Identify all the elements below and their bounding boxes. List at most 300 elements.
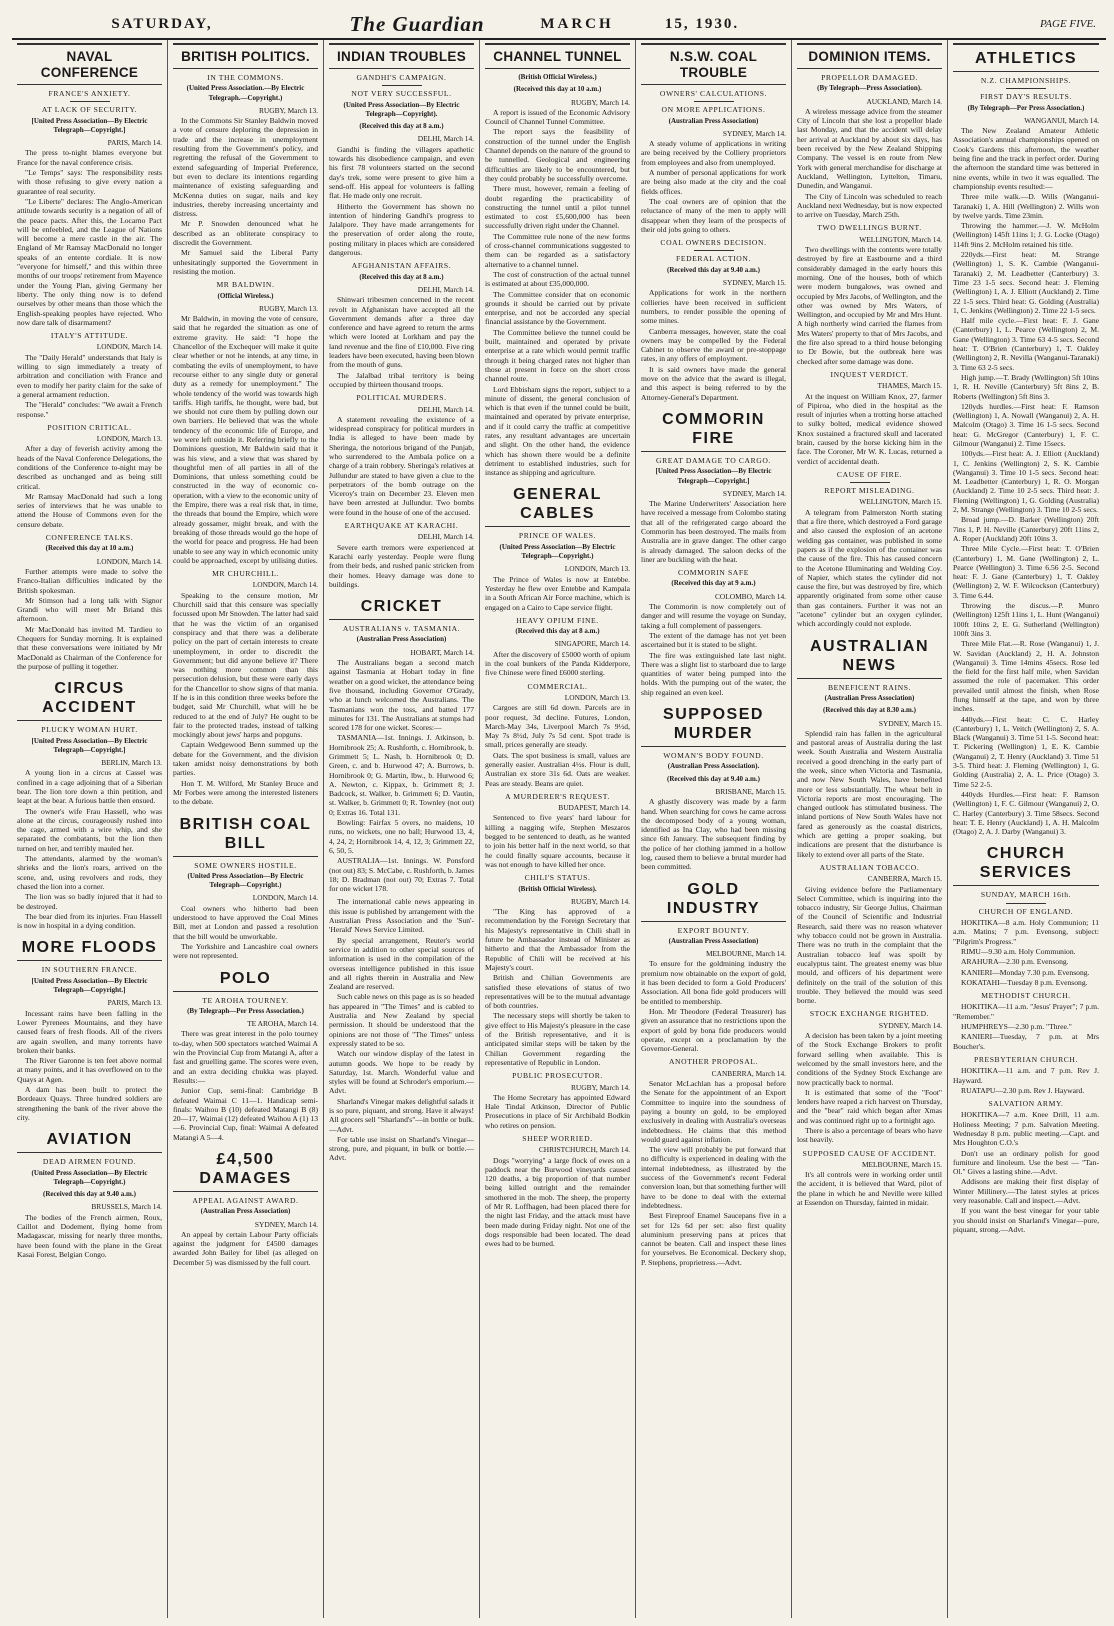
- story-paragraph: The Prince of Wales is now at Entebbe. Yesterday he flew over Entebbe and Kampala in a South African Air Force machine, which is engaged on a Cairo to Cape service flight.: [485, 574, 630, 612]
- story-body: [329, 658, 474, 893]
- news-story: [797, 863, 942, 1005]
- story-paragraph: The Committee believe the tunnel could be built, maintained and operated by private enterprise at a rate which would permit traffic through it being charged rates not higher than those at present in force on the short cross channel route.: [485, 327, 630, 384]
- story-body: [797, 508, 942, 629]
- story-credit: (Received this day at 9.40 a.m.): [667, 265, 760, 274]
- story-body: [953, 918, 1099, 987]
- story-subheading: HEAVY OPIUM FINE.: [516, 615, 599, 625]
- story-paragraph: Severe earth tremors were experienced at Karachi early yesterday. People were flung from their beds, and rushed panic stricken from their homes. Heavy damage was done to buildings.: [329, 542, 474, 589]
- masthead-day: SATURDAY,: [111, 15, 213, 32]
- story-credit: (Received this day at 8 a.m.): [515, 627, 600, 636]
- story-subheading: CONFERENCE TALKS.: [45, 533, 134, 543]
- story-paragraph: Applications for work in the northern collieries have been received in sufficient numbers, to render possible the opening of some mines.: [641, 288, 786, 326]
- story-paragraph: Mr Stimson had a long talk with Signor Grandi who will meet Mr Briand this afternoon.: [17, 595, 162, 624]
- story-credit: (Australian Press Association): [668, 116, 759, 125]
- story-paragraph: Hon T. M. Wilford, Mr Stanley Bruce and Mr Forbes were among the interested listeners to the debate.: [173, 778, 318, 807]
- news-story: [641, 43, 786, 234]
- story-paragraph: If you want the best vinegar for your table you should insist on Sharland's Vinegar—pure, piquant, strong.—Advt.: [953, 1206, 1099, 1234]
- story-paragraph: Junior Cup, semi-final: Cambridge B defeated Waimai C 11—1. Handicap semi-finals: Waihou B (10) defeated Matangi B (8) 20—17, Waimai (12) defeated Waihou A (1) 13—6. Provincial Cup, final: Waimai A defeated Matangi A 5—4.: [173, 1086, 318, 1142]
- story-subheading: AUSTRALIANS v. TASMANIA.: [342, 624, 461, 634]
- story-body: [797, 107, 942, 220]
- story-body: [641, 602, 786, 697]
- story-credit: (United Press Association—By Electric Telegraph—Copyright).: [343, 100, 460, 118]
- story-paragraph: 440yds.—First heat: C. C. Harley (Canterbury) 1, L. Veitch (Wellington) 2, S. A. Black (Wanganui) 3. Time 51 1-5. Second heat: T. Pickering (Wellington) 1, E. K. Cambie (Wanganui) 2, T. Henry (Auckland) 3. Time 51 3-5. Third heat: J. Fleming (Wellington) 1, G. Golding (Australia) 2, A. L. Price (Otago) 3. Time 52 2-5.: [953, 714, 1099, 789]
- story-credit: (Received this day at 10 a.m.): [45, 544, 134, 553]
- news-story: [17, 331, 162, 419]
- story-body: [173, 116, 318, 276]
- story-received-note: (Received this day at 8.30 a.m.): [823, 706, 916, 715]
- story-dateline: BRUSSELS, March 14.: [91, 1202, 162, 1212]
- story-paragraph: The necessary steps will shortly be taken to give effect to His Majesty's pleasure in the case of the British representative, and it is anticipated similar steps will be taken by the Chilian Government regarding the representative of Republic in London.: [485, 1011, 630, 1067]
- story-subheading-secondary: REPORT MISLEADING.: [824, 486, 915, 496]
- story-body: [485, 703, 630, 788]
- news-story: [173, 280, 318, 565]
- story-paragraph: Best Fireproof Enamel Saucepans five in a set for 12s 6d per set: also first quality aluminium preserving pans at prices that cannot be beaten. Call and inspect these lines for yourselves. Be Economical. Deckery shop, P. Stephens, proprietress.—Advt.: [641, 1211, 786, 1267]
- story-paragraph: At the inquest on William Knox, 27, farmer of Pipiroa, who died in the hospital as the result of injuries when a trotting horse attached to sulky bolted, medical evidence showed Knox sustained a fractured skull and lacerated brain, caused by the horse kicking him in the face. The Coroner, Mr W. K. Lucas, returned a verdict of accidental death.: [797, 391, 942, 466]
- story-credit: (Australian Press Association): [668, 936, 759, 945]
- story-paragraph: Three Mile Flat.—R. Rose (Wanganui) 1, J. W. Savidan (Auckland) 2, H. A. Johnston (Wanganui) 3. Time 14mins 45secs. Rose led the field for the first half mile, when Savidan assumed the role of pacemaker. This order prevailed until almost the finish, when Rose flung himself at the tape, and won by three inches.: [953, 639, 1099, 714]
- story-paragraph: It's all controls were in working order until the accident, it is believed that Ward, pilot of the plane in which he and Neville were killed at Essendon on Thursday, fainted in midair.: [797, 1170, 942, 1208]
- story-body: [329, 145, 474, 258]
- story-body: [641, 1079, 786, 1267]
- news-story: [17, 934, 162, 1122]
- story-paragraph: The River Garonne is ten feet above normal at many points, and it has overflowed on to the Quays at Agen.: [17, 1056, 162, 1084]
- news-story: [485, 682, 630, 788]
- story-dateline: WELLINGTON, March 15.: [859, 497, 942, 507]
- story-headline: CHURCH SERVICES: [953, 840, 1099, 886]
- story-body: [485, 907, 630, 1067]
- column-grid: [12, 40, 1106, 1618]
- story-paragraph: Gandhi is finding the villagers apathetic towards his disobedience campaign, and even his first 78 volunteers started on the second day's trek, some were present to give him a send-off. His appeal for volunteers is falling flat. He made only one recruit.: [329, 144, 474, 201]
- story-paragraph: Watch our window display of the latest in autumn goods. We hope to be ready by Saturday, 1st. March. Wonderful value and styles will be found at Schroder's emporium.—Advt.: [329, 1049, 474, 1096]
- story-body: [485, 1156, 630, 1249]
- story-paragraph: The bodies of the French airmen, Roux, Caillot and Dodement, flying home from Madagascar, missing for nearly three months, have been found with the plane in the Great Kasai Forest, Belgian Congo.: [17, 1212, 162, 1259]
- story-headline: ATHLETICS: [953, 43, 1099, 72]
- story-paragraph: The "Daily Herald" understands that Italy is willing to sign immediately a treaty of arbitration and conciliation with France and even to modify her parity claim for the sake of a general armament reduction.: [17, 352, 162, 399]
- story-subheading: AFGHANISTAN AFFAIRS.: [351, 261, 452, 271]
- story-dateline: HOBART, March 14.: [410, 647, 474, 657]
- story-subheading: FRANCE'S ANXIETY.: [48, 89, 131, 98]
- story-credit: [United Press Association—By Electric Telegraph—Copyright.]: [31, 116, 148, 134]
- story-paragraph: High jump.—T. Brady (Wellington) 5ft 10ins 1, R. H. Neville (Canterbury) 5ft 8ins 2, B. Roberts (Wellington) 5ft 8ins 3.: [953, 372, 1099, 401]
- story-body: [173, 314, 318, 565]
- news-story: [17, 533, 162, 671]
- story-headline: GOLD INDUSTRY: [641, 876, 786, 922]
- news-column-5: [636, 40, 792, 1618]
- news-story: [953, 1055, 1099, 1095]
- story-paragraph: 220yds.—First heat: M. Strange (Wellington) 1, S. K. Cambie (Wanganui-Taranaki) 2, M. Leadbetter (Canterbury) 3. Time 23 1-5 secs. Second heat: J. Fleming (Wellington) 1, A. J. Elliott (Auckland) 2. Time 22 1-5 secs. Third heat: G. Golding (Australia) 1, C. Jenkins (Wellington) 2. Time 22 1-5 secs.: [953, 250, 1099, 315]
- story-headline: COMMORIN FIRE: [641, 406, 786, 452]
- story-paragraph: HOKITIKA—8 a.m. Holy Communion; 11 a.m. Matins; 7 p.m. Evensong, subject: "Pilgrim's Progress.": [953, 918, 1099, 946]
- story-paragraph: Such cable news on this page as is so headed has appeared in "The Times" and is cabled to Australia and New Zealand by special permission. It should be understood that the opinions are not those of "The Times" unless expressly stated to be so.: [329, 992, 474, 1048]
- story-dateline: SYDNEY, March 14.: [254, 1219, 318, 1229]
- story-paragraph: Canberra messages, however, state the coal owners may be compelled by the Federal Cabinet to observe the award or pre-stoppage rates, in any offers of employment.: [641, 326, 786, 364]
- story-paragraph: KANIERI—Monday 7.30 p.m. Evensong.: [961, 967, 1090, 977]
- story-paragraph: The "Herald" concludes: "We await a French response.": [17, 400, 162, 419]
- story-subheading: SHEEP WORRIED.: [522, 1133, 593, 1143]
- story-received-note: (Received this day at 9.40 a.m.): [43, 1190, 136, 1199]
- story-body: [641, 288, 786, 402]
- story-credit: [United Press Association—By Electric Telegraph—Copyright.]: [31, 736, 148, 754]
- story-paragraph: Lord Ebbisham signs the report, subject to a minute of dissent, the general conclusion of which is that even if the tunnel could be built, maintained and operated by private enterprise, and if it could carry the traffic at competitive rates, any resultant advantages are uncertain and slight. On the other hand, the evidence which has shown there would be a definite detriment to established industries, such for instance as shipping and agriculture.: [485, 384, 630, 478]
- story-body: [173, 904, 318, 961]
- story-paragraph: Giving evidence before the Parliamentary Select Committee, which is inquiring into the tobacco industry, Sir George Julius, Chairman of the Council of Scientific and Industrial Research, said there was no reason whatever why tobacco could not be grown in Australia. There was no truth in the complaint that the Australian tobacco leaf was spoilt by eucalyptus taint. The greatest enemy was blue mould, and officers of his department were definitely on the trail of the solution of this trouble. They believed the mould was seed borne.: [797, 884, 942, 1006]
- news-story: [329, 43, 474, 257]
- news-story: [329, 897, 474, 1162]
- story-subheading: PROPELLOR DAMAGED.: [821, 73, 918, 82]
- story-dateline: BUDAPEST, March 14.: [558, 803, 630, 813]
- story-paragraph: Mr Ramsay MacDonald had such a long series of interviews that he was unable to attend the House of Commons even for the censure debate.: [17, 491, 162, 529]
- story-paragraph: The Home Secretary has appointed Edward Hale Tindal Atkinson, Director of Public Prosecutions in place of Sir Archibald Bodkin who retires on pension.: [485, 1092, 630, 1130]
- story-paragraph: It is estimated that some of the "Foot" lenders have reaped a rich harvest on Thursday, and the "bear" raid which began after Xmas and was continued right up to a fortnight ago.: [797, 1087, 942, 1125]
- story-dateline: SYDNEY, March 15.: [878, 718, 942, 728]
- story-body: [17, 148, 162, 327]
- story-paragraph: RUATAPU—2.30 p.m. Rev J. Hayward.: [961, 1085, 1085, 1095]
- story-subheading: PLUCKY WOMAN HURT.: [41, 725, 138, 735]
- story-credit: [United Press Association—By Electric Telegraph—Copyright.]: [31, 976, 148, 995]
- story-subheading-secondary: FEDERAL ACTION.: [676, 254, 751, 264]
- news-story: [485, 873, 630, 1067]
- story-paragraph: The Jalalbad tribal territory is being occupied by thirteen thousand troops.: [329, 370, 474, 389]
- story-subheading-secondary: AT LACK OF SECURITY.: [41, 105, 138, 115]
- story-subheading: EARTHQUAKE AT KARACHI.: [344, 521, 459, 531]
- story-body: [797, 245, 942, 366]
- story-body: [173, 1230, 318, 1267]
- story-paragraph: HUMPHREYS—2.30 p.m. "Three.": [961, 1022, 1072, 1032]
- story-paragraph: An appeal by certain Labour Party officials against the judgment for £4500 damages awarded John Bailey for libel (as alleged on December 5) was dismissed by the full court.: [173, 1229, 318, 1267]
- story-paragraph: By special arrangement, Reuter's world service in addition to other special sources of information is used in the compilation of the overseas intelligence published in this issue and all rights therein in Australia and New Zealand are reserved.: [329, 935, 474, 992]
- news-story: [797, 1149, 942, 1208]
- story-credit: (United Press Association—By Electric Telegraph—Copyright.): [499, 542, 616, 561]
- story-body: [17, 1009, 162, 1123]
- story-body: [329, 295, 474, 389]
- story-dateline: MELBOURNE, March 15.: [861, 1159, 942, 1169]
- story-paragraph: 120yds hurdles.—First heat: F. Ramson (Wellington) 1, A. Nowall (Wanganui) 2, A. H. Malcolm (Otago) 3. Time 16 1-5 secs. Second heat: G. McGregor (Canterbury) 1, F. C. Gilmour (Wanganui) 2. Time 15secs.: [953, 401, 1099, 448]
- story-body: [641, 797, 786, 871]
- story-dateline: LONDON, March 13.: [564, 692, 630, 702]
- story-paragraph: Sharland's Vinegar makes delightful salads it is so pure, piquant, and strong. Have it always! All grocers sell "Sharland's"—in bottle or bulk.—Advt.: [329, 1096, 474, 1134]
- news-story: [641, 406, 786, 564]
- story-body: [797, 392, 942, 466]
- story-credit: (British Official Wireless.): [518, 73, 597, 81]
- news-column-2: [168, 40, 324, 1618]
- story-body: [953, 126, 1099, 836]
- divider: [850, 482, 890, 483]
- story-dateline: RUGBY, March 14.: [571, 1082, 630, 1092]
- story-credit: (By Telegraph—Per Press Association.): [187, 1006, 304, 1015]
- story-subheading: SUPPOSED CAUSE OF ACCIDENT.: [802, 1148, 937, 1158]
- masthead: [12, 10, 1106, 40]
- story-paragraph: The fire was extinguished late last night. There was a slight list to starboard due to large quantities of water being pumped into the holds. With the pumping out of the water, the ship regained an even keel.: [641, 650, 786, 697]
- story-subheading: TE AROHA TOURNEY.: [202, 995, 289, 1005]
- story-credit: (Australian Press Association): [824, 693, 915, 702]
- news-story: [797, 223, 942, 365]
- story-subheading: STOCK EXCHANGE RIGHTED.: [809, 1009, 930, 1019]
- story-subheading: COMMORIN SAFE: [678, 568, 749, 578]
- story-credit: (Australian Press Association): [200, 1207, 291, 1216]
- story-body: [797, 729, 942, 859]
- story-paragraph: Sentenced to five years' hard labour for killing a nagging wife, Stephen Meszaros begged to be sentenced to death, as he wanted to join his better half in the next world, so that he could finally square accounts, because it was not enough to have killed her once.: [485, 813, 630, 869]
- story-subheading: TWO DWELLINGS BURNT.: [817, 223, 922, 233]
- story-subheading: POSITION CRITICAL.: [47, 422, 132, 432]
- news-story: [641, 238, 786, 402]
- story-paragraph: There is also a percentage of bears who have lost heavily.: [797, 1125, 942, 1145]
- story-dateline: BRISBANE, March 15.: [715, 786, 786, 796]
- story-headline: £4,500 DAMAGES: [173, 1146, 318, 1192]
- divider: [1006, 903, 1046, 904]
- news-column-7: [948, 40, 1104, 1618]
- story-dateline: SYDNEY, March 14.: [722, 128, 786, 138]
- news-story: [953, 991, 1099, 1051]
- story-paragraph: After the discovery of £5000 worth of opium in the coal bunkers of the Panda Kidderpore, five Chinese were fined £6000 sterling.: [485, 649, 630, 678]
- story-dateline: CANBERRA, March 15.: [867, 874, 942, 884]
- story-paragraph: A report is issued of the Economic Advisory Council of Channel Tunnel Committee.: [485, 107, 630, 127]
- news-story: [485, 481, 630, 611]
- story-paragraph: "The King has approved of a recommendation by the Foreign Secretary that his Majesty's representative in Chili shall in future be Ambassador instead of Minister as hitherto and that the Ambassador from the Republic of Chili will be received at his Majesty's court.: [485, 907, 630, 972]
- story-dateline: DELHI, March 14.: [417, 284, 474, 294]
- news-story: [797, 633, 942, 859]
- news-column-3: [324, 40, 480, 1618]
- story-paragraph: KOKATAHI—Tuesday 8 p.m. Evensong.: [961, 977, 1088, 987]
- story-headline: MORE FLOODS: [17, 934, 162, 961]
- story-subheading: METHODIST CHURCH.: [981, 991, 1071, 1001]
- story-paragraph: The New Zealand Amateur Athletic Association's annual championships opened on Cook's Gardens this afternoon, the weather being fine and the track in perfect order. During the afternoon the standard time was bettered in nine events, while in two it was equalled. The championship events resulted:—: [953, 126, 1099, 191]
- news-story: [173, 965, 318, 1142]
- story-paragraph: The Committee consider that on economic grounds it should be carried out by private enterprise, and not be accorded any special financial assistance by the Government.: [485, 289, 630, 327]
- story-subheading: PRINCE OF WALES.: [518, 531, 597, 541]
- story-subheading: BENEFICENT RAINS.: [827, 682, 912, 692]
- news-column-1: [12, 40, 168, 1618]
- news-story: [485, 43, 630, 477]
- story-received-note: (Received this day at 9.40 a.m.): [667, 774, 760, 783]
- divider: [382, 85, 422, 86]
- news-story: [329, 593, 474, 893]
- story-body: [953, 1066, 1099, 1095]
- story-paragraph: To ensure for the goldmining industry the premium now obtainable on the export of gold, it has been decided to form a Gold Producers' Association. All bona fide gold producers will be entitled to membership.: [641, 959, 786, 1006]
- story-paragraph: Hitherto the Government has shown no intention of hindering Gandhi's progress to Jalalpore. They have made arrangements for the preservation of order along the route, posting military in places which are considered dangerous.: [329, 201, 474, 258]
- story-paragraph: The extent of the damage has not yet been ascertained but it is stated to be slight.: [641, 630, 786, 650]
- story-headline: DOMINION ITEMS.: [797, 43, 942, 69]
- story-dateline: DELHI, March 14.: [417, 134, 474, 144]
- story-dateline: LONDON, March 13.: [564, 564, 630, 574]
- divider: [1006, 88, 1046, 89]
- story-dateline: AUCKLAND, March 14.: [866, 96, 942, 106]
- masthead-title: The Guardian: [349, 11, 485, 36]
- news-story: [173, 811, 318, 961]
- story-body: [329, 415, 474, 517]
- story-headline: BRITISH POLITICS.: [173, 43, 318, 69]
- story-dateline: RUGBY, March 13.: [259, 303, 318, 313]
- story-subheading: PUBLIC PROSECUTOR.: [512, 1071, 603, 1081]
- story-paragraph: Cargoes are still 6d down. Parcels are in poor request, 3d decline. Futures, London, March-May 34s, Liverpool March 7s 9½d, May 7s 8½d, July 7s 5d cent. Spot trade is small, prices generally are steady.: [485, 703, 630, 750]
- news-story: [641, 568, 786, 697]
- story-paragraph: Coal owners who hitherto had been understood to have approved the Coal Mines Bill, met at London and passed a resolution that the bill would be unworkable.: [173, 903, 318, 941]
- story-subheading-secondary: NOT VERY SUCCESSFUL.: [351, 89, 452, 99]
- story-paragraph: A steady volume of applications in writing are being received by the Colliery proprietors from employees and also from unemployed.: [641, 139, 786, 167]
- story-body: [797, 1031, 942, 1145]
- story-subheading: N.Z. CHAMPIONSHIPS.: [980, 76, 1072, 85]
- story-body: [797, 885, 942, 1006]
- story-subheading: COMMERCIAL.: [527, 681, 588, 691]
- story-dateline: LONDON, March 14.: [252, 580, 318, 590]
- story-headline: N.S.W. COAL TROUBLE: [641, 43, 786, 85]
- story-paragraph: Mr MacDonald has invited M. Tardieu to Chequers for Sunday morning. It is explained that these conversations were initiated by Mr MacDonald as Chairman of the Conference for the purpose of pulling it together.: [17, 624, 162, 671]
- story-credit: (By Telegraph—Per Press Association.): [967, 103, 1085, 112]
- story-paragraph: Throwing the hammer.—J. W. McHolm (Wellington) 145ft 11ins 1; J. G. Locke (Otago) 114ft 9ins 2. McHolm retained his title.: [953, 221, 1099, 249]
- story-subheading: WOMAN'S BODY FOUND.: [663, 751, 764, 761]
- story-subheading-secondary: CHURCH OF ENGLAND.: [978, 906, 1074, 916]
- story-body: [17, 567, 162, 671]
- story-dateline: LONDON, March 14.: [252, 893, 318, 903]
- story-credit: (United Press Association—By Electric Telegraph—Copyright.): [31, 1168, 148, 1186]
- story-paragraph: The attendants, alarmed by the woman's shrieks and the lion's roars, arrived on the scene, and, using revolvers and rods, they chased the lion into a corner.: [17, 854, 162, 891]
- story-paragraph: Shinwari tribesmen concerned in the recent revolt in Afghanistan have accepted all the Government demands after a three day conference and have agreed to return the arms which were looted at Lorkham and pay the land revenue and the fine of £10,000. Five ring leaders have been executed, having been blown from the mouth of guns.: [329, 295, 474, 370]
- story-subheading: ITALY'S ATTITUDE.: [50, 331, 129, 341]
- story-body: [17, 768, 162, 930]
- story-paragraph: After a day of feverish activity among the heads of the Naval Conference Delegations, the conditions of the Conference to-night may be described as unchanged and as being still critical.: [17, 444, 162, 491]
- story-paragraph: A decision has been taken by a joint meeting of the Stock Exchange Brokers to profit forward selling when available. This is welcomed by the small investors here, and the conditions of the Sydney Stock Exchange are now practically back to normal.: [797, 1031, 942, 1087]
- story-paragraph: The City of Lincoln was scheduled to reach Auckland next Wednesday, but is now expected to arrive on Tuesday, March 25th.: [797, 191, 942, 220]
- news-story: [641, 1057, 786, 1267]
- story-paragraph: Speaking to the censure motion, Mr Churchill said that this censure was specially focussed upon Mr Snowden. The latter had said that he was the victim of an organised conspiracy and that there was a deliberate policy on the part of certain interests to create unemployment, in order to discredit the Government; but did anyone believe it? There was nothing more common than this persecution delusion, but these were early days for the Chancellor to show signs of that mania. If he is in this condition three weeks before the budget, said Mr Churchill, what will he be reduced to at the end of July? He ought to be fair to the protected trades, instead of talking mockingly about jews' harps and popguns.: [173, 590, 318, 740]
- story-body: [797, 1170, 942, 1207]
- story-paragraph: HOKITIKA—11 a.m. "Jesus' Prayer"; 7 p.m. "Remember.": [953, 1002, 1099, 1021]
- story-paragraph: Splendid rain has fallen in the agricultural and pastoral areas of Australia during the last week. South Australia and Western Australia received a good drenching in the early part of the week, since when Victoria and Tasmania, and now New South Wales, have benefited more or less substantially. The wheat belt in Victoria reports are most encouraging. The changed outlook has stimulated business. The inland portions of New South Wales have not fared as generously as the coastal districts, which are getting a proper soaking, but indications are present that the disturbance is likely to extend over all parts of the State.: [797, 728, 942, 859]
- story-paragraph: Incessant rains have been falling in the Lower Pyrenees Mountains, and they have caused fears of fresh floods. All of the rivers are again swollen, and many torrents have broken their banks.: [17, 1008, 162, 1055]
- story-body: [17, 1213, 162, 1259]
- story-paragraph: Broad jump.—D. Barker (Wellington) 20ft 7ins 1, P. H. Neville (Canterbury) 20ft 11ins 2, A. Roper (Auckland) 20ft 10ins 3.: [953, 515, 1099, 543]
- story-paragraph: Captain Wedgewood Benn summed up the debate for the Government, and the division taken amidst noisy demonstrations by both parties.: [173, 740, 318, 778]
- story-body: [173, 591, 318, 807]
- news-story: [797, 43, 942, 219]
- story-dateline: LONDON, March 14.: [96, 342, 162, 352]
- story-dateline: BERLIN, March 13.: [101, 758, 162, 768]
- story-paragraph: A number of personal applications for work are being also made at the city and the coal fields offices.: [641, 168, 786, 196]
- story-subheading: OWNERS' CALCULATIONS.: [659, 89, 768, 98]
- story-paragraph: "Le Temps" says: The responsibility rests with those refusing to give every nation a guarantee of real security.: [17, 168, 162, 196]
- story-body: [953, 1110, 1099, 1234]
- page-number: PAGE FIVE.: [1039, 18, 1096, 30]
- story-subheading-secondary: FIRST DAY'S RESULTS.: [980, 92, 1072, 102]
- story-body: [17, 444, 162, 529]
- story-dateline: THAMES, March 15.: [877, 381, 942, 391]
- story-credit: (Received this day at 9 a.m.): [671, 579, 756, 588]
- story-body: [641, 139, 786, 234]
- news-story: [485, 792, 630, 869]
- story-paragraph: The coal owners are of opinion that the reluctance of many of the men to apply will disappear when they learn of the prospects of their old jobs going to others.: [641, 196, 786, 234]
- story-paragraph: The owner's wife Frau Hassell, who was alone at the circus, courageously rushed into the cage, armed with a wire whip, and she separated the combatants, but the lion then turned on her, and terribly mauled her.: [17, 806, 162, 853]
- story-paragraph: The Marine Underwriters' Association here have received a message from Colombo stating that all of the refrigerated cargo aboard the Commorin has been destroyed. The mails from Australia are in grave danger. The other cargo is already damaged. The saloon decks of the liner are buckling with the heat.: [641, 499, 786, 564]
- story-paragraph: KANIERI—Tuesday, 7 p.m. at Mrs Boucher's.: [953, 1032, 1099, 1051]
- story-dateline: SYDNEY, March 14.: [878, 1020, 942, 1030]
- news-story: [485, 1134, 630, 1249]
- story-paragraph: In the Commons Sir Stanley Baldwin moved a vote of censure deploring the depression in trade and the increase in unemployment resulting from the Government's policy, and regretting the refusal of the Government to extend safeguarding of Imperial Preference, but even to declare its intentions regarding maintenance of existing safeguarding and McKenna duties on sugar, nails and key industries, thereby increasing uncertainty and distress.: [173, 116, 318, 219]
- story-credit: (By Telegraph—Press Association).: [817, 84, 922, 93]
- story-paragraph: The Australians began a second match against Tasmania at Hobart today in fine weather on a good wicket, the attendance being five thousand, including Governor O'Grady, who at lunch welcomed the Australians. The Tasmanians won the toss, and batted 177 minutes for 131. The Australians at stumps had scored 178 for one wicket. Scores:—: [329, 658, 474, 733]
- story-credit: (Official Wireless.): [217, 291, 274, 300]
- story-subheading: POLITICAL MURDERS.: [356, 393, 447, 403]
- story-paragraph: Oats. The spot business is small, values are generally easier. Australian 4½s. Flour is dull, Australian ex store 31s 6d. Oats are weaker. Peas are steady. Beans are quiet.: [485, 750, 630, 788]
- story-body: [485, 1093, 630, 1130]
- story-subheading: CAUSE OF FIRE.: [836, 469, 903, 479]
- story-dateline: CANBERRA, March 14.: [711, 1068, 786, 1078]
- story-dateline: PARIS, March 14.: [107, 138, 162, 148]
- story-paragraph: The international cable news appearing in this issue is published by arrangement with the Australian Press Association and the 'Sun'-'Herald' News Service Limited.: [329, 897, 474, 935]
- story-paragraph: Throwing the discus.—P. Munro (Wellington) 125ft 11ins 1, L. Hunt (Wanganui) 100ft 10ins 2, E. G. Sutherland (Wellington) 100ft 3ins 3.: [953, 601, 1099, 638]
- story-subheading: A MURDERER'S REQUEST.: [505, 791, 610, 801]
- story-subheading: IN SOUTHERN FRANCE.: [41, 965, 138, 975]
- story-body: [329, 897, 474, 1162]
- story-dateline: RUGBY, March 14.: [571, 896, 630, 906]
- story-paragraph: Bowling: Fairfax 5 overs, no maidens, 10 runs, no wickets, one no ball; Hurwood 13, 4, 4, 24, 2; Hornibrook 14, 4, 12, 3; Grimmett 22, 6, 50, 5.: [329, 818, 474, 855]
- story-paragraph: A statement revealing the existence of a widespread conspiracy for political murders in India is alleged to have been made by Sheringa, the notorious brigand of the Punjab, who surrendered to the Ambala police on a charge of a train robbery. Sheringa's relatives at Jullundur are stated to have given a clue to the perpetrators of the bomb outrage on the Viceroy's train on December 23. Eleven men have been arrested at Jullundur. Two bombs were found in the house of one of the accused.: [329, 414, 474, 517]
- story-credit: (United Press Association.—By Electric Telegraph.—Copyright.): [186, 84, 305, 102]
- story-dateline: RUGBY, March 14.: [571, 97, 630, 107]
- news-column-6: [792, 40, 948, 1618]
- story-body: [485, 650, 630, 678]
- story-paragraph: The Committee rule none of the new forms of cross-channel communications suggested to them can be regarded as a satisfactory alternative to a channel tunnel.: [485, 231, 630, 269]
- news-story: [953, 1099, 1099, 1234]
- story-dateline: WELLINGTON, March 14.: [859, 234, 942, 244]
- story-paragraph: 440yds Hurdles.—First heat: F. Ramson (Wellington) 1, F. C. Gilmour (Wanganui) 2, O. C. Harley (Canterbury) 3. Time 58secs. Second heat: T. E. Henry (Auckland) 1, A. H. Malcolm (Otago) 2, A. J. Darby (Wanganui) 3.: [953, 789, 1099, 837]
- story-paragraph: Addisons are making their first display of Winter Millinery.—The latest styles at prices very reasonable. Call and inspect.—Advt.: [953, 1177, 1099, 1206]
- news-story: [953, 840, 1099, 987]
- news-story: [329, 393, 474, 517]
- news-story: [17, 43, 162, 327]
- news-story: [485, 1071, 630, 1130]
- news-story: [641, 876, 786, 1054]
- story-subheading: CHILI'S STATUS.: [524, 873, 591, 883]
- news-story: [329, 521, 474, 589]
- story-paragraph: "Le Liberte" declares: The Anglo-American attitude towards security is a negation of all of the peace pacts. After this, the Locarno Pact will be enfeebled, and the League of Nations will become a mere castle in the air. The England of Mr Ramsay MacDonald no longer speaks of an entente cordiale. It is now "everyone for himself," and this within three months of our troops' retirement from Mayence under the Young Plan, giving Germany her liberty. The only thing now is to defend ourselves by other means than those which the English-speaking peoples have rejected. Who now dare talk of disarmament?: [17, 196, 162, 327]
- story-paragraph: A wireless message advice from the steamer City of Lincoln that she lost a propellor blade last Monday, and that the accident will delay her arrival at Auckland by about six days, has been received by the New Zealand Shipping Company. The vessel is en route from New York with general merchandise for discharge at Auckland, Wellington, Lyttelton, Timaru, Dunedin, and Wanganui.: [797, 106, 942, 191]
- story-paragraph: A telegram from Palmerston North stating that a fire there, which destroyed a Ford garage and also caused the explosion of an acetone welding gas container, was published in some papers as if the explosion of the container was the cause of the fire. This has caused concern to the Acetone Illuminating and Welding Coy. of Napier, which states the cylinder did not cause the fire, but was destroyed by fire, which apparently originated from some other cause than gas containers. Further it was not an "acetone" cylinder but an oxygen cylinder, which accordingly could not explode.: [797, 507, 942, 629]
- story-paragraph: Mr Baldwin, in moving the vote of censure, said that he regarded the situation as one of extreme gravity. He said: "I hope the Chancellor of the Exchequer will make it quite clear whether or not he intends, at any time, in combating the evils of unemployment, to have recourse either to any single duty or general duty as a remedy for unemployment." The whole tendency of the world was towards high tariffs. High tariffs, he thought, were bad, but we should not cure them by pulling down our own barriers. He believed that was the whole tendency of the economic life of Europe, and we were left outside it. Referring briefly to the Dominions question, Mr Baldwin said that it was his view, and a view that was shared by thoughtful men of all parties in all of the Dominions, that unless something could be constructed in the way of economic co-operation, with a view to the economic unity of the Empire, there was a real risk that, in time, the threads that bound the Empire, which were already gossamer, might break, and with the breaking of those threads would go the hope of the world for peace and progress. He had been unable to see any way in which economic unity could be approached, except by utilising duties.: [173, 314, 318, 565]
- story-body: [953, 1002, 1099, 1050]
- story-credit: (United Press Association—By Electric Telegraph—Copyright.): [187, 871, 304, 890]
- story-headline: BRITISH COAL BILL: [173, 811, 318, 857]
- news-story: [485, 616, 630, 678]
- news-story: [797, 1009, 942, 1144]
- story-dateline: RUGBY, March 13.: [259, 105, 318, 115]
- story-body: [641, 499, 786, 564]
- story-body: [485, 108, 630, 478]
- story-paragraph: The view will probably be put forward that no difficulty is experienced in dealing with the internal indebtedness, as illustrated by the success of the Government's recent Federal conversion loan, but that something further will have to be done to deal with the external indebtedness.: [641, 1145, 786, 1210]
- story-paragraph: There must, however, remain a feeling of doubt regarding the practicability of constructing the tunnel until a pilot tunnel estimated to cost £5,600,000 has been successfully driven right under the Channel.: [485, 184, 630, 231]
- story-paragraph: The bear died from its injuries. Frau Hassell is now in hospital in a dying condition.: [17, 911, 162, 931]
- story-credit: (Australian Press Association): [356, 635, 447, 644]
- story-dateline: LONDON, March 13.: [96, 434, 162, 444]
- story-subheading: DEAD AIRMEN FOUND.: [42, 1157, 137, 1167]
- story-credit: (Australian Press Association).: [667, 762, 760, 771]
- masthead-month: MARCH: [540, 15, 614, 32]
- news-story: [641, 701, 786, 872]
- story-subheading: EXPORT BOUNTY.: [677, 925, 750, 935]
- story-headline: AVIATION: [17, 1126, 162, 1153]
- news-column-4: [480, 40, 636, 1618]
- story-subheading: SUNDAY, MARCH 16th.: [980, 890, 1072, 900]
- story-paragraph: HOKITIKA—11 a.m. and 7 p.m. Rev J. Hayward.: [953, 1066, 1099, 1085]
- story-subheading: INQUEST VERDICT.: [830, 369, 909, 379]
- story-body: [485, 813, 630, 869]
- story-paragraph: Don't use an ordinary polish for good furniture and linoleum. Use the best — "Tan-Ol." Gives a lasting shine.—Advt.: [953, 1148, 1099, 1177]
- story-subheading: AUSTRALIAN TOBACCO.: [819, 862, 920, 872]
- story-headline: CHANNEL TUNNEL: [485, 43, 630, 69]
- divider: [694, 250, 734, 251]
- story-dateline: COLOMBO, March 14.: [714, 591, 786, 601]
- story-paragraph: ARAHURA—2.30 p.m. Evensong.: [961, 957, 1069, 967]
- story-paragraph: The press to-night blames everyone but France for the naval conference crisis.: [17, 148, 162, 167]
- story-body: [173, 1029, 318, 1142]
